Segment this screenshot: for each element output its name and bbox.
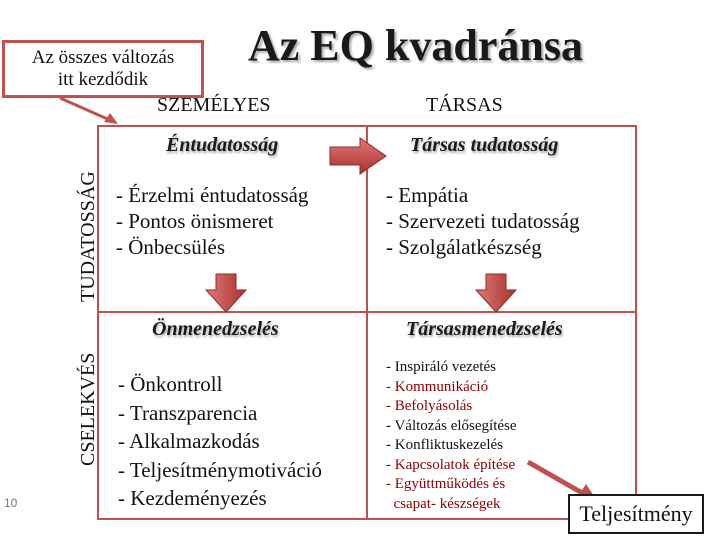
- column-heading-social: TÁRSAS: [426, 94, 503, 116]
- row-heading-action: CSELEKVÉS: [77, 352, 99, 466]
- quadrant-heading-self-management: Önmenedzselés: [152, 318, 279, 340]
- quadrant-heading-relationship-management: Társasmenedzselés: [406, 318, 563, 340]
- list-item: - Együttműködés és: [386, 476, 506, 492]
- list-item: - Szervezeti tudatosság: [386, 209, 580, 233]
- quadrant-heading-self-awareness: Éntudatosság: [166, 134, 279, 156]
- list-item: - Konfliktuskezelés: [386, 437, 504, 453]
- callout-line-1: Az összes változás: [31, 47, 175, 68]
- list-item: - Teljesítménymotiváció: [118, 457, 323, 482]
- list-item: - Önbecsülés: [116, 235, 226, 259]
- column-heading-personal: SZEMÉLYES: [157, 94, 271, 116]
- performance-box: Teljesítmény: [568, 494, 704, 534]
- list-item: - Kezdeményezés: [118, 486, 267, 510]
- list-item: - Változás elősegítése: [386, 417, 517, 434]
- list-item: - Pontos önismeret: [116, 209, 274, 233]
- list-item: - Szolgálatkészség: [386, 235, 542, 259]
- list-item: - Érzelmi éntudatosság: [116, 183, 309, 207]
- list-item: csapat- készségek: [386, 495, 501, 512]
- list-item: - Kapcsolatok építése: [386, 456, 516, 473]
- page-number: 10: [4, 496, 18, 510]
- list-item: - Inspiráló vezetés: [386, 359, 496, 375]
- row-heading-awareness: TUDATOSSÁG: [77, 171, 99, 302]
- list-item: - Befolyásolás: [386, 398, 473, 414]
- quadrant-heading-social-awareness: Társas tudatosság: [410, 134, 559, 156]
- callout-line-2: itt kezdődik: [57, 69, 149, 90]
- list-item: - Empátia: [386, 183, 469, 207]
- list-item: - Transzparencia: [118, 400, 258, 425]
- list-item: - Önkontroll: [118, 372, 223, 396]
- list-item: - Kommunikáció: [386, 378, 489, 395]
- page-title: Az EQ kvadránsa: [248, 21, 583, 70]
- list-item: - Alkalmazkodás: [118, 429, 260, 453]
